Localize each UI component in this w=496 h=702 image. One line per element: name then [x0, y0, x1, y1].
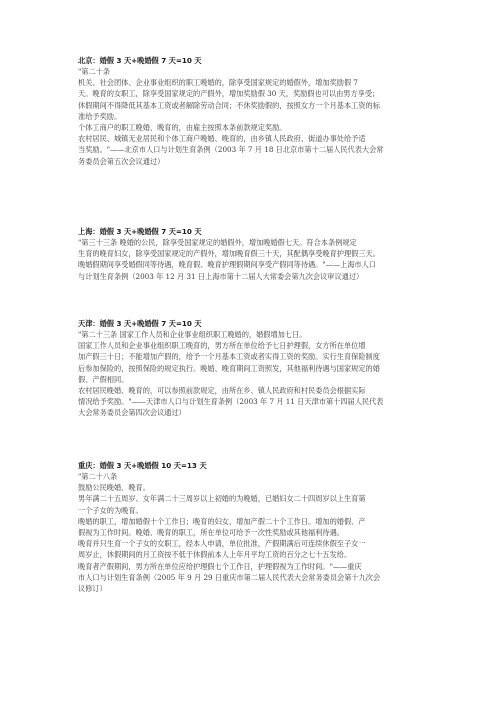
- text-line: 农村居民晚婚、晚育的，可以参照前款规定，由所在乡、镇人民政府和村民委员会根据实际: [78, 386, 366, 396]
- text-line: 个体工商户的职工晚婚、晚育的，由雇主按照本条前款规定奖励。: [78, 123, 287, 133]
- text-line: 男年满二十五周岁、女年满二十三周岁以上初婚的为晚婚，已婚妇女二十四周岁以上生育第: [78, 494, 366, 504]
- text-line: 生育的晚育妇女，除享受国家规定的产假外，增加晚育假三十天，其配偶享受晚育护理假三天。: [78, 249, 380, 259]
- text-line: 鼓励公民晚婚、晚育。: [78, 483, 150, 493]
- section-heading: 上海：婚假 3 天+晚婚假 7 天=10 天: [78, 227, 202, 236]
- text-line: 晚婚的职工，增加婚假十个工作日；晚育的妇女，增加产假二十个工作日。增加的婚假、产: [78, 516, 366, 526]
- text-line: 机关、社会团体、企业事业组织的职工晚婚的，除享受国家规定的婚假外，增加奖励假 7: [78, 78, 358, 88]
- text-line: "第三十三条 晚婚的公民，除享受国家规定的婚假外，增加晚婚假七天。符合本条例规定: [78, 238, 357, 247]
- text-line: 晚育并只生育一个子女的女职工，经本人申请，单位批准，产假期满后可连续休假至子女一: [78, 539, 366, 549]
- text-line: 市人口与计划生育条例（2005 年 9 月 29 日重庆市第二届人民代表大会常务委员会第十九次会: [78, 572, 381, 582]
- text-line: 假、产假相同。: [78, 374, 129, 384]
- text-line: 一个子女的为晚育。: [78, 505, 143, 515]
- section-heading: 天津：婚假 3 天+晚婚假 7 天=10 天: [78, 319, 202, 328]
- section-shanghai: [78, 226, 428, 282]
- text-line: 晚婚假期间享受婚假同等待遇，晚育假、晚育护理假期间享受产假同等待遇。"——上海市人口: [78, 260, 376, 270]
- text-line: 大会常务委员会第四次会议通过）: [78, 408, 186, 418]
- text-line: 晚育者产假期间，男方所在单位应给护理假七个工作日，护理假视为工作时间。"——重庆: [78, 561, 362, 571]
- text-line: 议修订）: [78, 584, 107, 594]
- text-line: 后参加保险的，按照保险的规定执行。晚婚、晚育期间工资照发，其他福利待遇与国家规定的婚: [78, 363, 380, 373]
- section-tianjin: [78, 318, 428, 419]
- section-chongqing: [78, 460, 428, 594]
- text-line: 与计划生育条例（2003 年 12 月 31 日上海市第十二届人大常委会第九次会议审议通过）: [78, 271, 364, 281]
- text-line: 周岁止，休假期间的月工资按不低于休假前本人上年月平均工资的百分之七十五发给。: [78, 550, 352, 560]
- text-line: 农村居民、城镇无业居民和个体工商户晚婚、晚育的，由乡镇人民政府、街道办事处给予适: [78, 134, 366, 144]
- text-line: 准给予奖励。: [78, 111, 122, 121]
- section-heading: 重庆：婚假 3 天+晚婚假 10 天=13 天: [78, 461, 207, 470]
- text-line: 务委员会第五次会议通过）: [78, 156, 165, 166]
- text-line: 休假期间不得降低其基本工资或者解除劳动合同；不休奖励假的，按照女方一个月基本工资的标: [78, 100, 380, 110]
- section-beijing: [78, 55, 428, 167]
- text-line: 天。晚育的女职工，除享受国家规定的产假外，增加奖励假 30 天，奖励假也可以由男方享受；: [78, 89, 380, 99]
- text-line: "第二十条: [78, 67, 111, 76]
- section-heading: 北京：婚假 3 天+晚婚假 7 天=10 天: [78, 56, 202, 65]
- text-line: 情况给予奖励。"——天津市人口与计划生育条例（2003 年 7 月 11 日天津市第十四届人民代表: [78, 397, 384, 407]
- text-line: 假视为工作时间。晚婚、晚育的职工，所在单位可给予一次性奖励或其他福利待遇。: [78, 528, 344, 538]
- text-line: 国家工作人员和企业事业组织职工晚育的，男方所在单位给予七日护理假，女方所在单位增: [78, 341, 366, 351]
- text-line: 当奖励。"——北京市人口与计划生育条例（2003 年 7 月 18 日北京市第十二届人民代表大会常: [78, 145, 384, 155]
- text-line: 加产假三十日；不能增加产假的，给予一个月基本工资或者实得工资的奖励。实行生育保险制度: [78, 352, 380, 362]
- text-line: "第二十三条 国家工作人员和企业事业组织职工晚婚的，婚假增加七日。: [78, 330, 307, 339]
- text-line: "第二十八条: [78, 472, 118, 481]
